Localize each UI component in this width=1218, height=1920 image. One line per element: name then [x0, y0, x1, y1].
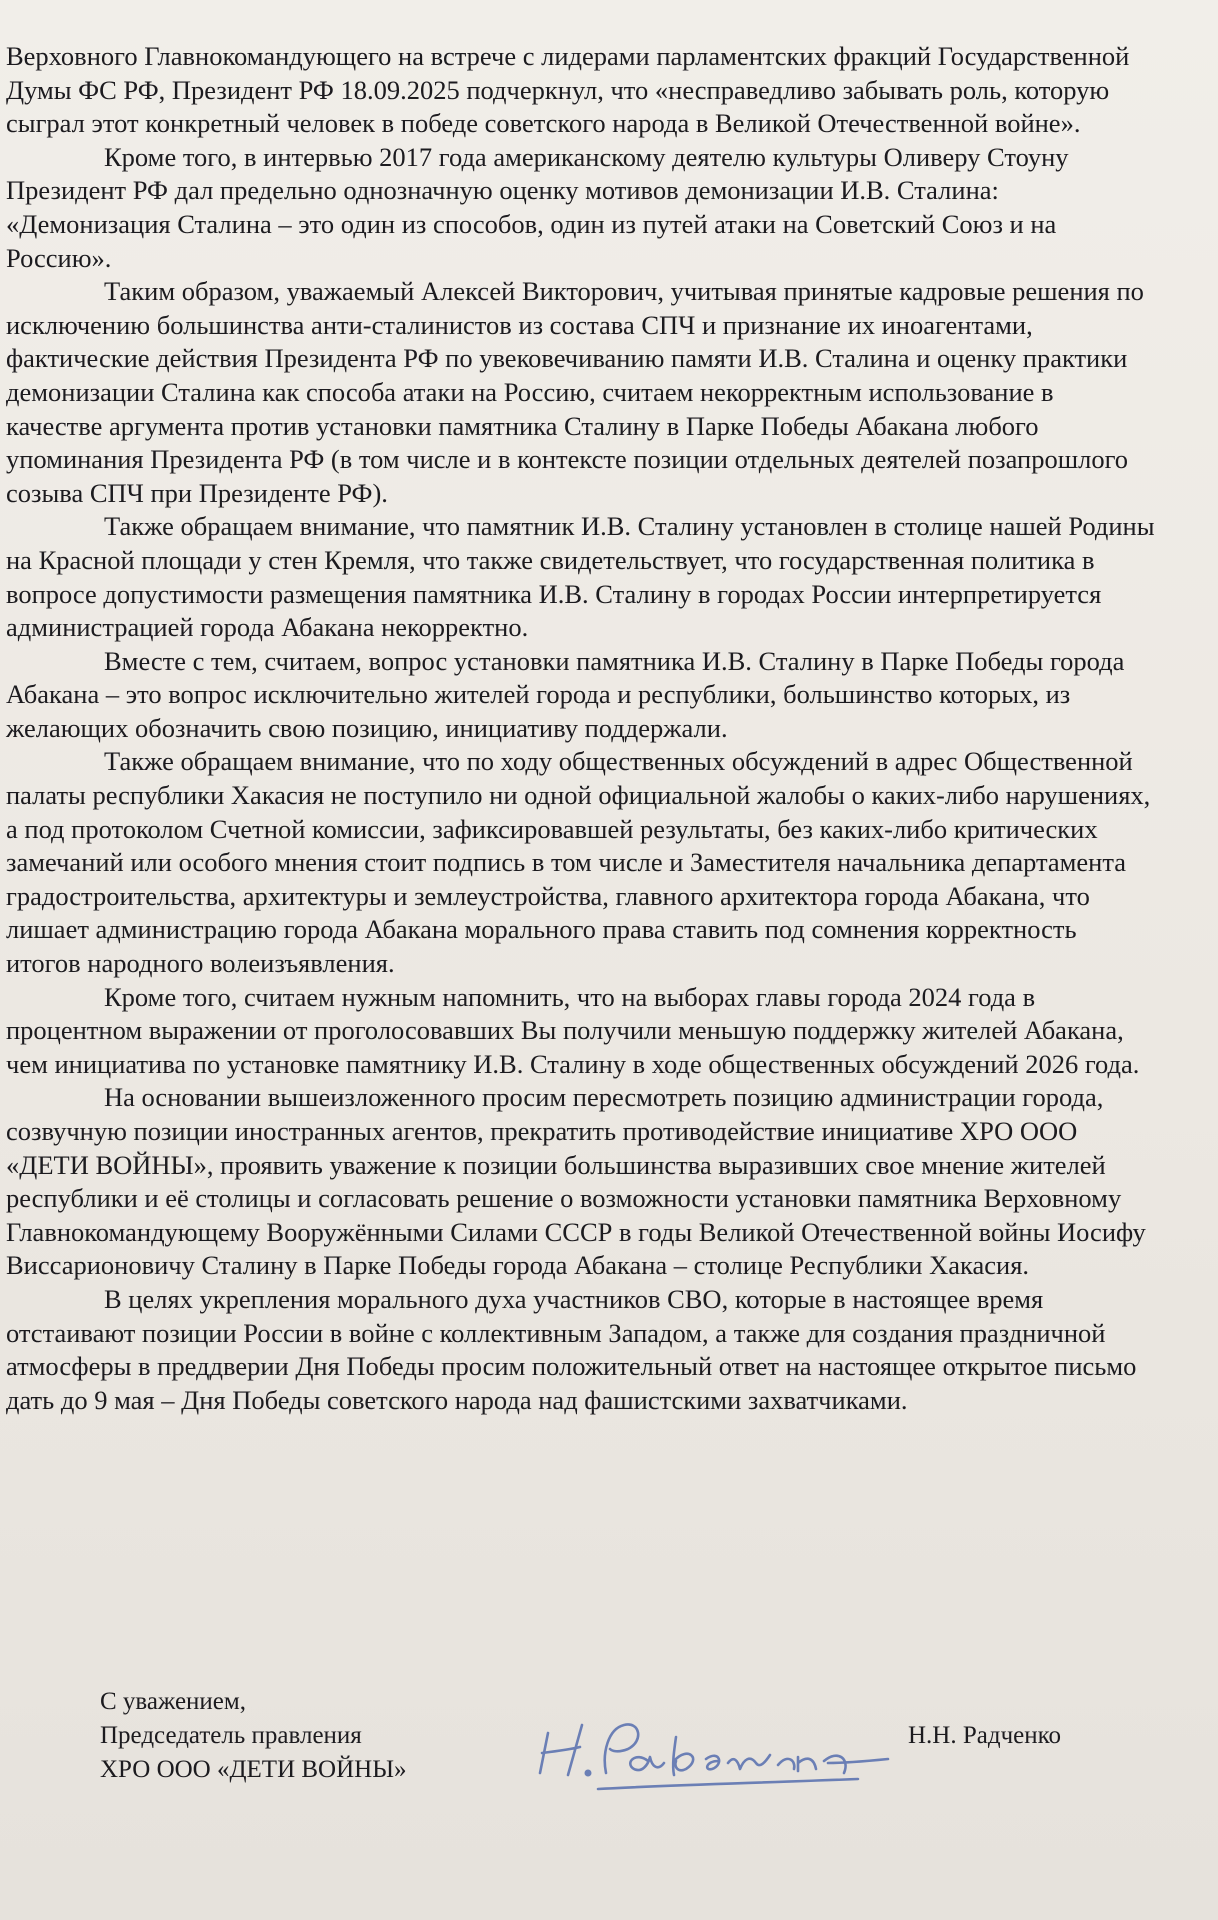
- signature-block: [100, 1685, 1200, 1825]
- paragraph: Также обращаем внимание, что по ходу общественных обсуждений в адрес Общественной палаты республики Хакасия не поступило ни одной официальной жалобы о каких-либо нарушениях, а под протоколом Счетной комиссии, зафиксировавшей результаты, без каких-либо критических замечаний или особого мнения стоит подпись в том числе и Заместителя начальника департамента градостроительства, архитектуры и землеустройства, главного архитектора города Абакана, что лишает администрацию города Абакана морального права ставить под сомнения корректность итогов народного волеизъявления.: [6, 746, 1151, 979]
- letter-body: [6, 40, 1156, 1417]
- paragraph: Кроме того, считаем нужным напомнить, что на выборах главы города 2024 года в процентном выражении от проголосовавших Вы получили меньшую поддержку жителей Абакана, чем инициатива по установке памятнику И.В. Сталину в ходе общественных обсуждений 2026 года.: [6, 981, 1140, 1079]
- paragraph: Также обращаем внимание, что памятник И.В. Сталину установлен в столице нашей Родины на Красной площади у стен Кремля, что также свидетельствует, что государственная политика в вопросе допустимости размещения памятника И.В. Сталину в городах России интерпретируется администрацией города Абакана некорректно.: [6, 511, 1155, 643]
- signatory-organization: ХРО ООО «ДЕТИ ВОЙНЫ»: [100, 1756, 407, 1783]
- handwritten-signature: [528, 1703, 928, 1803]
- paragraph: Вместе с тем, считаем, вопрос установки памятника И.В. Сталину в Парке Победы города Абакана – это вопрос исключительно жителей города и республики, большинство которых, из желающих обозначить свою позицию, инициативу поддержали.: [6, 645, 1125, 743]
- closing-line: С уважением,: [100, 1688, 246, 1715]
- paragraph: Таким образом, уважаемый Алексей Викторович, учитывая принятые кадровые решения по исключению большинства анти-сталинистов из состава СПЧ и признание их иноагентами, фактические действия Президента РФ по увековечиванию памяти И.В. Сталина и оценку практики демонизации Сталина как способа атаки на Россию, считаем некорректным использование в качестве аргумента против установки памятника Сталину в Парке Победы Абакана любого упоминания Президента РФ (в том числе и в контексте позиции отдельных деятелей позапрошлого созыва СПЧ при Президенте РФ).: [6, 276, 1144, 508]
- paragraph: Кроме того, в интервью 2017 года американскому деятелю культуры Оливеру Стоуну Президент РФ дал предельно однозначную оценку мотивов демонизации И.В. Сталина: «Демонизация Сталина – это один из способов, один из путей атаки на Советский Союз и на Россию».: [6, 141, 1069, 273]
- paragraph: На основании вышеизложенного просим пересмотреть позицию администрации города, созвучную позиции иностранных агентов, прекратить противодействие инициативе ХРО ООО «ДЕТИ ВОЙНЫ», проявить уважение к позиции большинства выразивших свое мнение жителей республики и её столицы и согласовать решение о возможности установки памятника Верховному Главнокомандующему Вооружёнными Силами СССР в годы Великой Отечественной войны Иосифу Виссарионовичу Сталину в Парке Победы города Абакана – столице Республики Хакасия.: [6, 1082, 1146, 1281]
- signatory-details: [100, 1685, 407, 1787]
- signatory-name: Н.Н. Радченко: [908, 1722, 1062, 1749]
- signatory-position: Председатель правления: [100, 1722, 362, 1749]
- paragraph: Верховного Главнокомандующего на встрече с лидерами парламентских фракций Государственной Думы ФС РФ, Президент РФ 18.09.2025 подчеркнул, что «несправедливо забывать роль, которую сыграл этот конкретный человек в победе советского народа в Великой Отечественной войне».: [6, 41, 1130, 139]
- paragraph: В целях укрепления морального духа участников СВО, которые в настоящее время отстаивают позиции России в войне с коллективным Западом, а также для создания праздничной атмосферы в преддверии Дня Победы просим положительный ответ на настоящее открытое письмо дать до 9 мая – Дня Победы советского народа над фашистскими захватчиками.: [6, 1283, 1137, 1415]
